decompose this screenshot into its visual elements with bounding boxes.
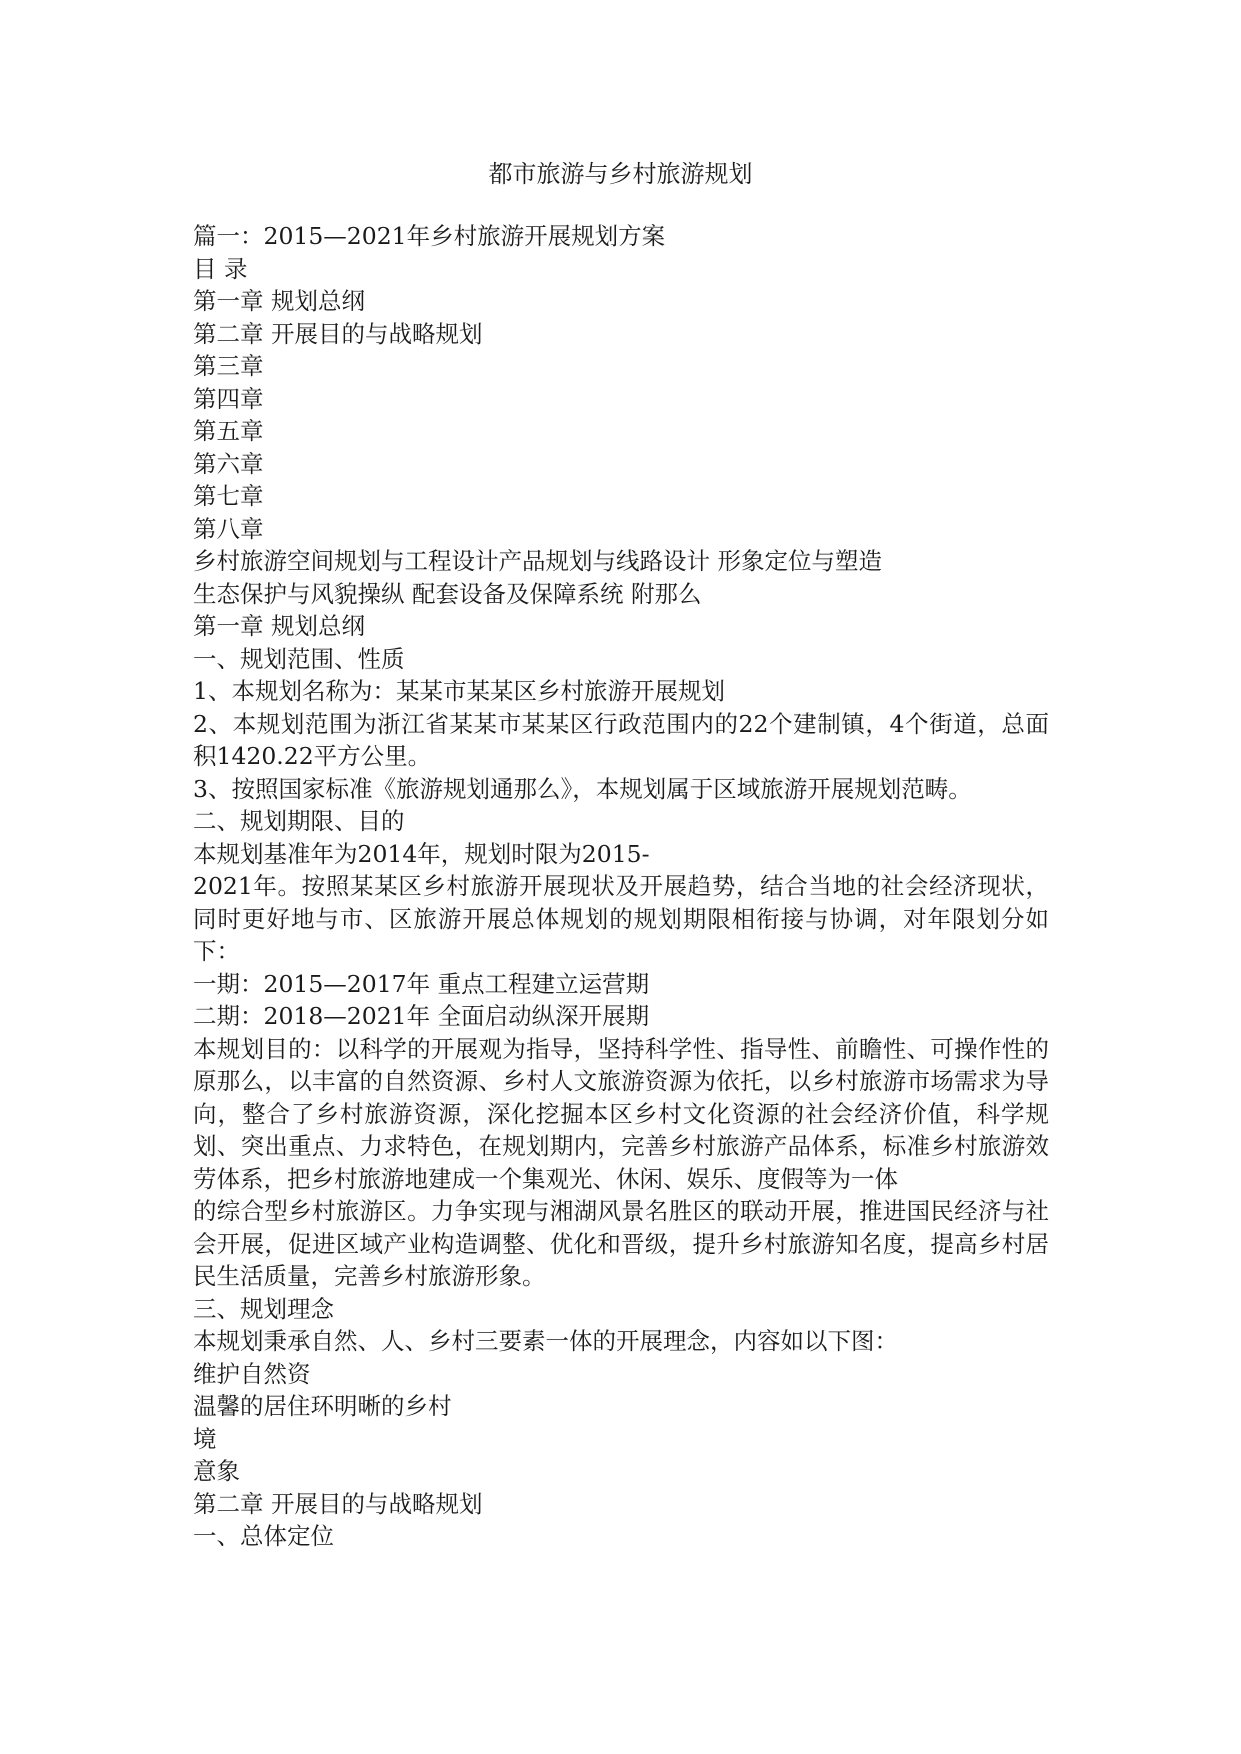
toc-heading: 目 录	[193, 254, 248, 283]
diagram-text: 意象	[193, 1457, 240, 1485]
toc-item: 第四章	[193, 384, 264, 413]
scope-paragraph: 2、本规划范围为浙江省某某市某某区行政范围内的22个建制镇，4个街道，总面积1420.22平方公里。	[193, 709, 1049, 770]
diagram-text: 维护自然资	[193, 1359, 311, 1388]
toc-titles-line: 乡村旅游空间规划与工程设计产品规划与线路设计 形象定位与塑造	[193, 547, 882, 575]
toc-titles-line: 生态保护与风貌操纵 配套设备及保障系统 附那么	[193, 579, 702, 608]
toc-item: 第八章	[193, 514, 264, 543]
phase-line: 二期：2018—2021年 全面启动纵深开展期	[193, 1002, 650, 1030]
phase-line: 一期：2015—2017年 重点工程建立运营期	[193, 969, 650, 998]
toc-item: 第五章	[193, 417, 264, 445]
section-heading: 三、规划理念	[193, 1294, 334, 1323]
chapter-heading: 第二章 开展目的与战略规划	[193, 1489, 483, 1518]
toc-item: 第六章	[193, 449, 264, 478]
goal-paragraph: 本规划目的：以科学的开展观为指导，坚持科学性、指导性、前瞻性、可操作性的原那么，以丰富的自然资源、乡村人文旅游资源为依托，以乡村旅游市场需求为导向，整合了乡村旅游资源，深化挖掘本区乡村文化资源的社会经济价值，科学规划、突出重点、力求特色，在规划期内，完善乡村旅游产品体系，标准乡村旅游效劳体系，把乡村旅游地建成一个集观光、休闲、娱乐、度假等为一体	[193, 1034, 1049, 1193]
section-heading: 一、总体定位	[193, 1522, 334, 1550]
diagram-text: 境	[193, 1424, 217, 1453]
text-line: 1、本规划名称为：某某市某某区乡村旅游开展规划	[193, 677, 725, 705]
goal-paragraph-continued: 的综合型乡村旅游区。力争实现与湘湖风景名胜区的联动开展，推进国民经济与社会开展，促进区域产业构造调整、优化和晋级，提升乡村旅游知名度，提高乡村居民生活质量，完善乡村旅游形象。	[193, 1197, 1049, 1290]
document-title: 都市旅游与乡村旅游规划	[488, 160, 753, 188]
period-paragraph: 2021年。按照某某区乡村旅游开展现状及开展趋势，结合当地的社会经济现状，同时更好地与市、区旅游开展总体规划的规划期限相衔接与协调，对年限划分如下：	[193, 872, 1049, 965]
section-heading: 一、规划范围、性质	[193, 644, 405, 673]
toc-item: 第七章	[193, 482, 264, 510]
toc-item: 第三章	[193, 352, 264, 380]
document-body	[193, 220, 1049, 1553]
toc-item: 第一章 规划总纲	[193, 287, 365, 315]
text-line: 篇一：2015—2021年乡村旅游开展规划方案	[193, 222, 666, 250]
section-heading: 二、规划期限、目的	[193, 807, 405, 835]
toc-item: 第二章 开展目的与战略规划	[193, 319, 483, 348]
chapter-heading: 第一章 规划总纲	[193, 612, 365, 640]
text-line: 3、按照国家标准《旅游规划通那么》，本规划属于区域旅游开展规划范畴。	[193, 774, 972, 803]
text-line: 本规划基准年为2014年，规划时限为2015-	[193, 839, 650, 868]
text-line: 本规划秉承自然、人、乡村三要素一体的开展理念，内容如以下图：	[193, 1327, 898, 1355]
diagram-text: 温馨的居住环明晰的乡村	[193, 1392, 452, 1420]
